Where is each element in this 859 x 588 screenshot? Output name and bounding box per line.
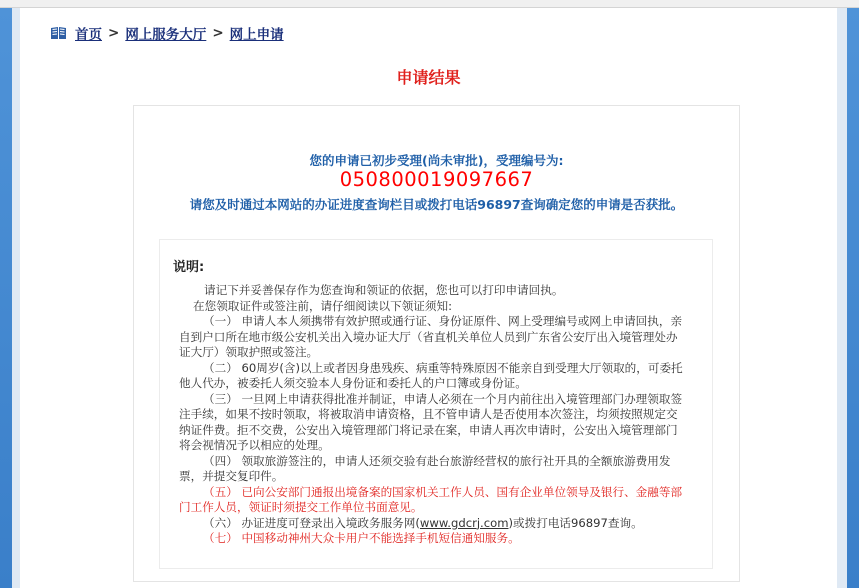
left-frame-bar xyxy=(0,8,12,588)
breadcrumb-online-apply-link[interactable]: 网上申请 xyxy=(229,27,284,43)
notes-intro-2: 在您领取证件或签注前，请仔细阅读以下领证须知: xyxy=(193,298,452,313)
right-frame-gutter xyxy=(837,8,847,588)
notes-intro-1: 请记下并妥善保存作为您查询和领证的依据，您也可以打印申请回执。 xyxy=(204,283,564,297)
notes-item-6 xyxy=(179,516,689,532)
notes-item-2: （二） 60周岁(含)以上或者因身患残疾、病重等特殊原因不能亲自到受理大厅领取的，可委托他人代办，被委托人须交验本人身份证和委托人的户口簿或身份证。 xyxy=(179,360,683,390)
notes-body xyxy=(179,283,689,547)
query-instruction: 请您及时通过本网站的办证进度查询栏目或拨打电话96897查询确定您的申请是否获批。 xyxy=(189,197,684,212)
right-frame-bar xyxy=(847,8,859,588)
notes-title: 说明: xyxy=(173,260,205,275)
page-title: 申请结果 xyxy=(396,68,461,87)
breadcrumb-home-link[interactable]: 首页 xyxy=(75,27,102,43)
gdcrj-website-link[interactable]: www.gdcrj.com xyxy=(419,515,509,530)
result-panel xyxy=(133,105,740,582)
notes-item-1: （一） 申请人本人须携带有效护照或通行证、身份证原件、网上受理编号或网上申请回执，亲自到户口所在地市级公安机关出入境办证大厅（省直机关单位人员到广东省公安厅出入境管理处办证大厅）领取护照或签注。 xyxy=(179,314,683,359)
acceptance-message: 您的申请已初步受理(尚未审批)，受理编号为: xyxy=(309,153,564,168)
breadcrumb xyxy=(50,23,284,43)
breadcrumb-separator: > xyxy=(212,25,224,41)
left-frame-gutter xyxy=(12,8,20,588)
notes-panel xyxy=(159,239,713,569)
browser-top-edge xyxy=(0,0,859,8)
breadcrumb-separator: > xyxy=(108,25,120,41)
notes-item-4: （四） 领取旅游签注的，申请人还须交验有赴台旅游经营权的旅行社开具的全额旅游费用发票，并提交复印件。 xyxy=(179,453,671,483)
notes-item-7: （七） 中国移动神州大众卡用户不能选择手机短信通知服务。 xyxy=(203,531,520,545)
main-content xyxy=(20,8,837,588)
book-icon xyxy=(50,26,67,40)
breadcrumb-service-hall-link[interactable]: 网上服务大厅 xyxy=(125,27,207,43)
notes-item-5: （五） 已向公安部门通报出境备案的国家机关工作人员、国有企业单位领导及银行、金融等部门工作人员，领证时须提交工作单位书面意见。 xyxy=(179,484,683,514)
notes-item-6-prefix: （六） 办证进度可登录出入境政务服务网( xyxy=(203,515,420,530)
acceptance-number: 050800019097667 xyxy=(339,168,534,191)
notes-item-3: （三） 一旦网上申请获得批准并制证，申请人必须在一个月内前往出入境管理部门办理领取签注手续，如果不按时领取，将被取消申请资格，且不管申请人是否使用本次签注，均须按照规定交纳证件费。拒不交费，公安出入境管理部门将记录在案，申请人再次申请时，公安出入境管理部门将会视情况予以相应的处理。 xyxy=(179,391,683,452)
notes-item-6-suffix: )或拨打电话96897查询。 xyxy=(508,515,643,530)
